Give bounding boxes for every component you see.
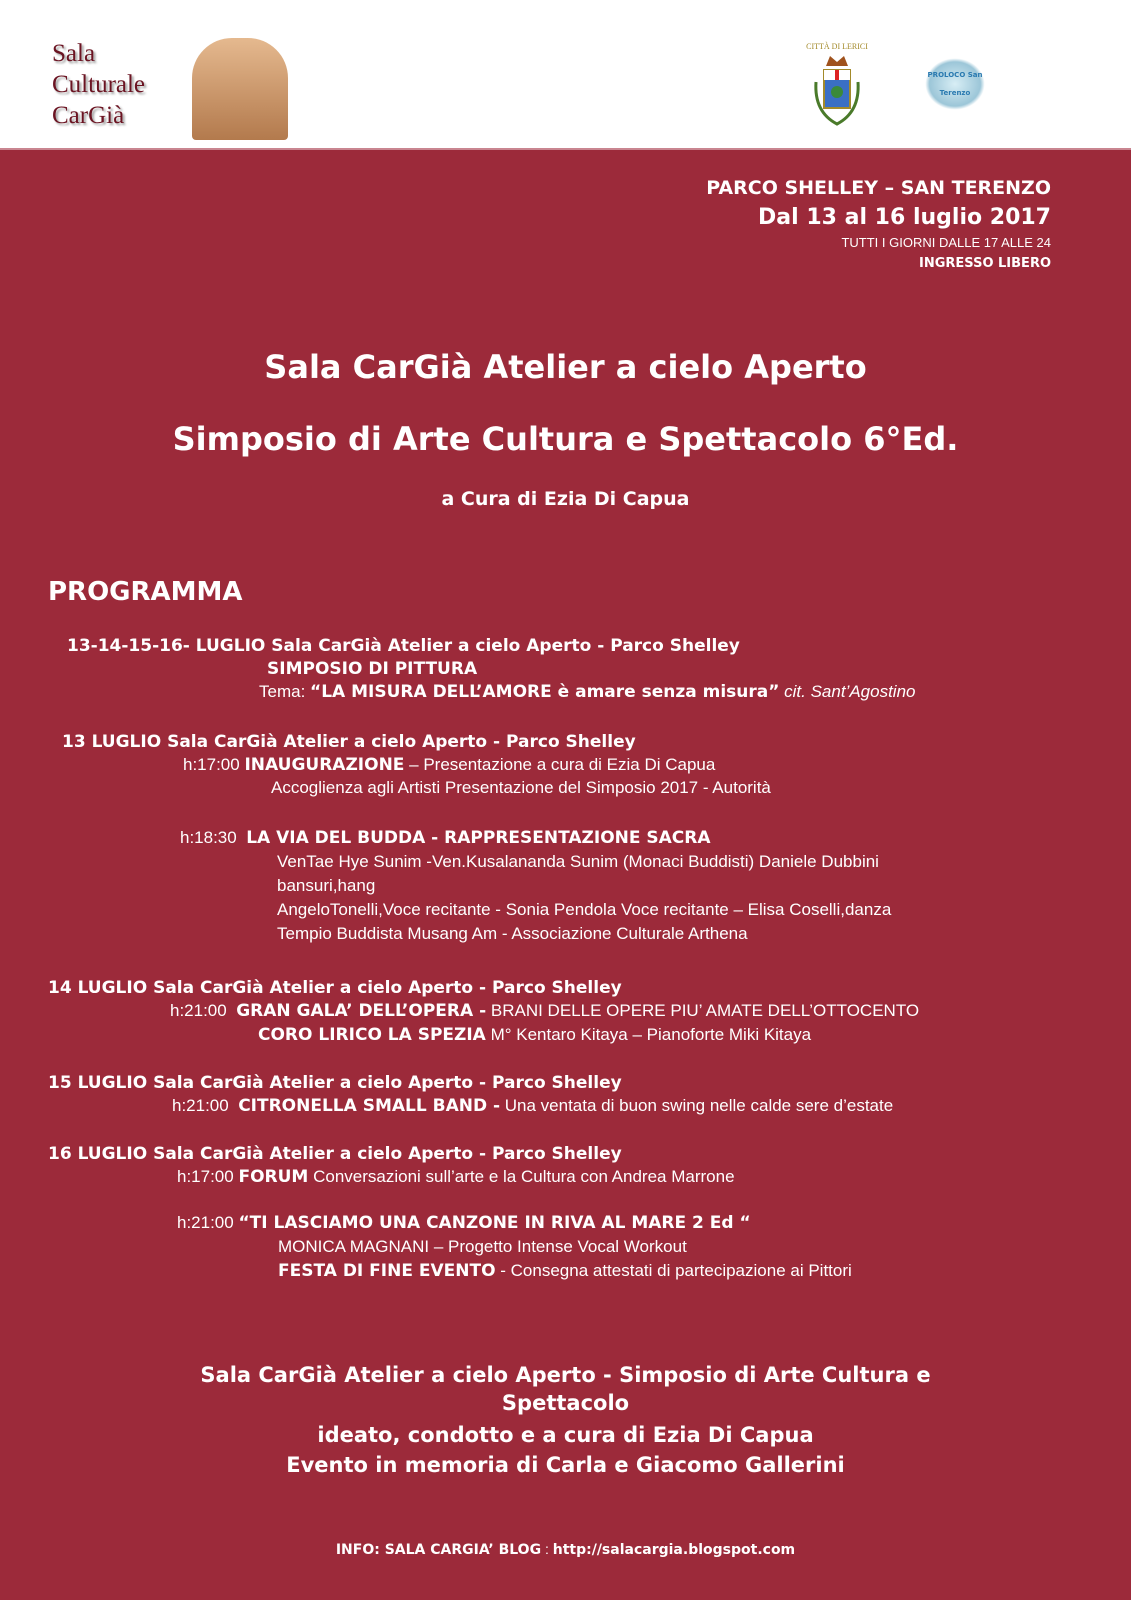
- logo-line: Culturale: [52, 71, 146, 98]
- footer-line: ideato, condotto e a cura di Ezia Di Capua: [317, 1423, 814, 1447]
- lerici-crest-icon: [808, 54, 866, 134]
- venue-place: PARCO SHELLEY – SAN TERENZO: [706, 177, 1051, 199]
- day-heading: 15 LUGLIO Sala CarGià Atelier a cielo Aperto - Parco Shelley: [48, 1073, 622, 1093]
- event-line: h:21:00 CITRONELLA SMALL BAND - Una ventata di buon swing nelle calde sere d’estate: [172, 1096, 894, 1116]
- blog-link[interactable]: http://salacargia.blogspot.com: [552, 1542, 796, 1558]
- footer-line: Evento in memoria di Carla e Giacomo Gallerini: [286, 1453, 845, 1477]
- title-sub: Simposio di Arte Cultura e Spettacolo 6°Ed.: [172, 420, 959, 458]
- event-line: MONICA MAGNANI – Progetto Intense Vocal Workout: [278, 1237, 687, 1256]
- event-line: h:17:00 INAUGURAZIONE – Presentazione a cura di Ezia Di Capua: [183, 755, 716, 775]
- event-line: Tempio Buddista Musang Am - Associazione Culturale Arthena: [277, 924, 748, 943]
- info-line: INFO: SALA CARGIA’ BLOG : http://salacargia.blogspot.com: [335, 1541, 796, 1558]
- event-theme: Tema: “LA MISURA DELL’AMORE è amare senza misura” cit. Sant’Agostino: [259, 682, 916, 702]
- footer-line: Sala CarGià Atelier a cielo Aperto - Simposio di Arte Cultura e: [200, 1363, 931, 1387]
- day-heading: 14 LUGLIO Sala CarGià Atelier a cielo Aperto - Parco Shelley: [48, 978, 622, 998]
- event-line: Accoglienza agli Artisti Presentazione del Simposio 2017 - Autorità: [271, 778, 771, 797]
- title-main: Sala CarGià Atelier a cielo Aperto: [264, 348, 867, 386]
- programma-heading: PROGRAMMA: [48, 577, 243, 607]
- event-line: h:17:00 FORUM Conversazioni sull’arte e la Cultura con Andrea Marrone: [177, 1167, 735, 1187]
- venue-entry: INGRESSO LIBERO: [919, 256, 1051, 271]
- event-line: VenTae Hye Sunim -Ven.Kusalananda Sunim (Monaci Buddisti) Daniele Dubbini: [277, 852, 879, 871]
- event-line: h:21:00 GRAN GALA’ DELL’OPERA - BRANI DELLE OPERE PIU’ AMATE DELL’OTTOCENTO: [170, 1001, 920, 1021]
- venue-dates: Dal 13 al 16 luglio 2017: [758, 205, 1051, 230]
- footer-line: Spettacolo: [501, 1391, 630, 1415]
- crest-text: CITTÀ DI LERICI: [806, 42, 868, 51]
- venue-hours: TUTTI I GIORNI DALLE 17 ALLE 24: [841, 235, 1051, 250]
- event-line: CORO LIRICO LA SPEZIA M° Kentaro Kitaya – Pianoforte Miki Kitaya: [258, 1025, 812, 1045]
- curator: a Cura di Ezia Di Capua: [441, 488, 690, 510]
- statue-image: [192, 38, 288, 140]
- header-band: [0, 0, 1131, 150]
- sala-culturale-logo: [52, 38, 145, 131]
- event-line: FESTA DI FINE EVENTO - Consegna attestati di partecipazione ai Pittori: [278, 1261, 852, 1281]
- day-heading: 13 LUGLIO Sala CarGià Atelier a cielo Aperto - Parco Shelley: [62, 732, 636, 752]
- day-heading: 16 LUGLIO Sala CarGià Atelier a cielo Aperto - Parco Shelley: [48, 1144, 622, 1164]
- event-line: h:21:00 “TI LASCIAMO UNA CANZONE IN RIVA AL MARE 2 Ed “: [177, 1213, 751, 1233]
- proloco-logo: [925, 58, 985, 110]
- event-line: bansuri,hang: [277, 876, 376, 895]
- event-line: AngeloTonelli,Voce recitante - Sonia Pendola Voce recitante – Elisa Coselli,danza: [277, 900, 892, 919]
- logo-line: Sala: [52, 40, 96, 67]
- event-line: h:18:30 LA VIA DEL BUDDA - RAPPRESENTAZIONE SACRA: [180, 828, 711, 848]
- event-title: SIMPOSIO DI PITTURA: [267, 659, 478, 679]
- logo-line: CarGià: [52, 102, 125, 129]
- day-heading: 13-14-15-16- LUGLIO Sala CarGià Atelier a cielo Aperto - Parco Shelley: [67, 636, 740, 656]
- proloco-text: PROLOCO San Terenzo: [927, 71, 983, 97]
